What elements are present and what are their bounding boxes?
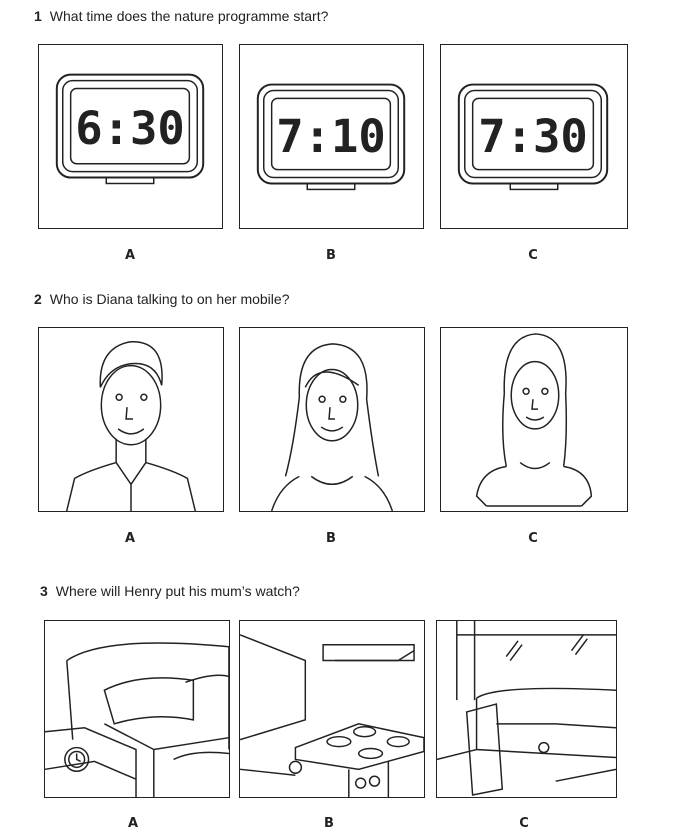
question-1: [34, 8, 328, 24]
option-3c-living-room-picture[interactable]: [436, 620, 617, 798]
option-3b-kitchen-picture[interactable]: [239, 620, 425, 798]
option-1b-clock-picture[interactable]: [239, 44, 424, 229]
option-label-1a: A: [124, 248, 136, 263]
question-text: Where will Henry put his mum’s watch?: [55, 583, 300, 599]
option-label-1c: C: [528, 248, 538, 263]
clock-time: 6:30: [75, 101, 185, 155]
option-label-2a: A: [124, 531, 136, 546]
boy-portrait-icon: [39, 328, 223, 511]
question-number: 2: [34, 291, 42, 307]
option-2c-girl-picture[interactable]: [440, 327, 628, 512]
option-label-2b: B: [326, 531, 336, 546]
kitchen-stove-icon: [240, 621, 424, 797]
question-number: 3: [40, 583, 48, 599]
option-3a-bedroom-picture[interactable]: [44, 620, 230, 798]
bedroom-bed-icon: [45, 621, 229, 797]
clock-time: 7:10: [276, 109, 386, 163]
option-label-3b: B: [324, 816, 334, 831]
woman-portrait-icon: [240, 328, 424, 511]
option-1a-clock-picture[interactable]: [38, 44, 223, 229]
girl-portrait-icon: [441, 328, 627, 511]
option-label-3a: A: [127, 816, 139, 831]
question-text: Who is Diana talking to on her mobile?: [49, 291, 290, 307]
digital-clock-icon: [441, 45, 627, 228]
option-2a-boy-picture[interactable]: [38, 327, 224, 512]
question-2: [34, 291, 289, 307]
option-2b-woman-picture[interactable]: [239, 327, 425, 512]
option-label-2c: C: [528, 531, 538, 546]
question-text: What time does the nature programme start?: [49, 8, 329, 24]
digital-clock-icon: [39, 45, 222, 228]
option-label-3c: C: [519, 816, 529, 831]
question-3: [40, 583, 300, 599]
clock-time: 7:30: [478, 109, 588, 163]
option-1c-clock-picture[interactable]: [440, 44, 628, 229]
living-room-sofa-icon: [437, 621, 616, 797]
option-label-1b: B: [326, 248, 336, 263]
digital-clock-icon: [240, 45, 423, 228]
question-number: 1: [34, 8, 42, 24]
